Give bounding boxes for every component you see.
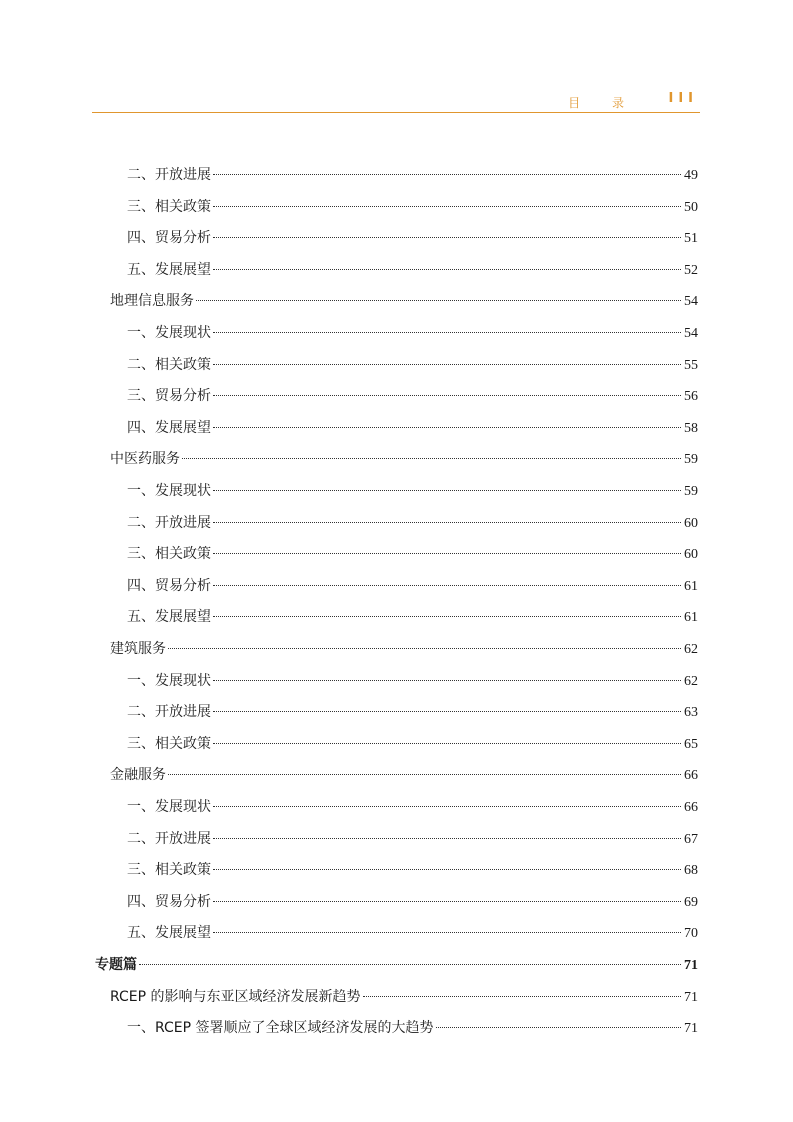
toc-entry-page: 70	[684, 926, 698, 942]
toc-entry-page: 68	[684, 863, 698, 879]
toc-entry[interactable]	[110, 291, 698, 311]
toc-entry-page: 60	[684, 547, 698, 563]
toc-leader-dots	[139, 964, 681, 965]
toc-leader-dots	[213, 901, 681, 902]
toc-leader-dots	[213, 838, 681, 839]
toc-entry[interactable]	[127, 197, 698, 217]
toc-entry-page: 63	[684, 705, 698, 721]
toc-leader-dots	[213, 237, 681, 238]
toc-entry-label: 四、贸易分析	[127, 893, 211, 910]
toc-entry-label: 五、发展展望	[127, 609, 211, 626]
toc-entry-page: 55	[684, 357, 698, 373]
toc-entry-page: 51	[684, 231, 698, 247]
toc-entry[interactable]	[127, 671, 698, 691]
toc-entry[interactable]	[127, 923, 698, 943]
toc-entry-page: 58	[684, 420, 698, 436]
toc-entry-page: 66	[684, 768, 698, 784]
toc-entry-page: 61	[684, 578, 698, 594]
toc-entry[interactable]	[127, 860, 698, 880]
toc-entry[interactable]	[127, 1018, 698, 1038]
toc-entry-label: 四、发展展望	[127, 419, 211, 436]
toc-leader-dots	[213, 490, 681, 491]
toc-entry-page: 56	[684, 389, 698, 405]
toc-leader-dots	[213, 743, 681, 744]
toc-entry[interactable]	[127, 165, 698, 185]
toc-entry-label: 三、相关政策	[127, 198, 211, 215]
toc-entry[interactable]	[110, 987, 698, 1007]
toc-entry[interactable]	[127, 260, 698, 280]
toc-leader-dots	[213, 332, 681, 333]
toc-leader-dots	[213, 616, 681, 617]
toc-entry-label: 五、发展展望	[127, 925, 211, 942]
toc-entry[interactable]	[127, 355, 698, 375]
toc-entry[interactable]	[110, 449, 698, 469]
toc-leader-dots	[182, 458, 681, 459]
toc-leader-dots	[436, 1027, 681, 1028]
toc-entry-page: 59	[684, 452, 698, 468]
toc-entry-label: 专题篇	[95, 957, 137, 973]
toc-entry[interactable]	[127, 228, 698, 248]
header-page-number: III	[668, 91, 698, 106]
toc-entry-label: 地理信息服务	[110, 293, 194, 310]
toc-entry-page: 61	[684, 610, 698, 626]
toc-entry-page: 65	[684, 736, 698, 752]
toc-entry-page: 62	[684, 642, 698, 657]
toc-entry[interactable]	[127, 702, 698, 722]
toc-entry[interactable]	[127, 513, 698, 533]
toc-leader-dots	[213, 522, 681, 523]
toc-leader-dots	[213, 869, 681, 870]
header-title: 目 录	[568, 96, 638, 110]
toc-entry-label: 一、发展现状	[127, 325, 211, 341]
toc-leader-dots	[213, 364, 681, 365]
toc-entry-page: 59	[684, 484, 698, 499]
toc-leader-dots	[168, 648, 681, 649]
toc-entry[interactable]	[127, 418, 698, 438]
toc-entry-page: 69	[684, 894, 698, 910]
toc-entry-label: RCEP 的影响与东亚区域经济发展新趋势	[110, 988, 361, 1005]
toc-entry[interactable]	[127, 481, 698, 501]
toc-entry-label: 二、开放进展	[127, 167, 211, 183]
toc-leader-dots	[213, 806, 681, 807]
toc-leader-dots	[196, 300, 681, 301]
toc-entry-label: 二、开放进展	[127, 704, 211, 721]
toc-entry[interactable]	[127, 323, 698, 343]
toc-leader-dots	[168, 774, 681, 775]
toc-leader-dots	[213, 395, 681, 396]
toc-leader-dots	[213, 680, 681, 681]
toc-entry-page: 62	[684, 673, 698, 689]
toc-entry[interactable]	[127, 829, 698, 849]
toc-entry-label: 一、发展现状	[127, 483, 211, 499]
toc-entry-label: 一、发展现状	[127, 799, 211, 815]
toc-entry-label: 三、相关政策	[127, 735, 211, 752]
toc-entry-page: 54	[684, 326, 698, 341]
toc-entry[interactable]	[110, 639, 698, 659]
toc-entry-label: 三、相关政策	[127, 546, 211, 563]
toc-entry-page: 67	[684, 831, 698, 847]
toc-entry-label: 四、贸易分析	[127, 577, 211, 594]
toc-entry-page: 60	[684, 515, 698, 531]
toc-entry-label: 四、贸易分析	[127, 230, 211, 247]
toc-entry[interactable]	[127, 544, 698, 564]
toc-entry-page: 71	[684, 989, 698, 1005]
toc-entry-label: 二、开放进展	[127, 830, 211, 847]
toc-entry[interactable]	[127, 797, 698, 817]
toc-leader-dots	[363, 996, 681, 997]
toc-entry[interactable]	[127, 386, 698, 406]
toc-entry-label: 三、相关政策	[127, 862, 211, 879]
toc-entry-page: 49	[684, 168, 698, 183]
toc-leader-dots	[213, 206, 681, 207]
toc-leader-dots	[213, 174, 681, 175]
toc-entry[interactable]	[127, 607, 698, 627]
toc-entry-label: 金融服务	[110, 767, 166, 784]
toc-entry-label: 中医药服务	[110, 451, 180, 468]
toc-entry-page: 66	[684, 800, 698, 815]
toc-entry-page: 54	[684, 294, 698, 310]
toc-entry[interactable]	[127, 734, 698, 754]
toc-entry-page: 50	[684, 199, 698, 215]
toc-leader-dots	[213, 711, 681, 712]
toc-entry-label: 三、贸易分析	[127, 388, 211, 405]
toc-entry[interactable]	[95, 955, 698, 975]
toc-entry-label: 二、开放进展	[127, 514, 211, 531]
toc-entry-page: 71	[684, 1021, 698, 1037]
toc-entry-page: 52	[684, 262, 698, 278]
toc-entry[interactable]	[127, 892, 698, 912]
toc-entry-page: 71	[684, 958, 698, 973]
toc-entry-label: 二、相关政策	[127, 356, 211, 373]
toc-entry[interactable]	[127, 576, 698, 596]
toc-leader-dots	[213, 932, 681, 933]
toc-entry-label: 一、RCEP 签署顺应了全球区域经济发展的大趋势	[127, 1020, 434, 1037]
toc-leader-dots	[213, 427, 681, 428]
toc-leader-dots	[213, 585, 681, 586]
toc-leader-dots	[213, 269, 681, 270]
toc-entry-label: 建筑服务	[110, 641, 166, 657]
toc-entry-label: 一、发展现状	[127, 672, 211, 689]
toc-entry[interactable]	[110, 765, 698, 785]
toc-leader-dots	[213, 553, 681, 554]
toc-entry-label: 五、发展展望	[127, 261, 211, 278]
